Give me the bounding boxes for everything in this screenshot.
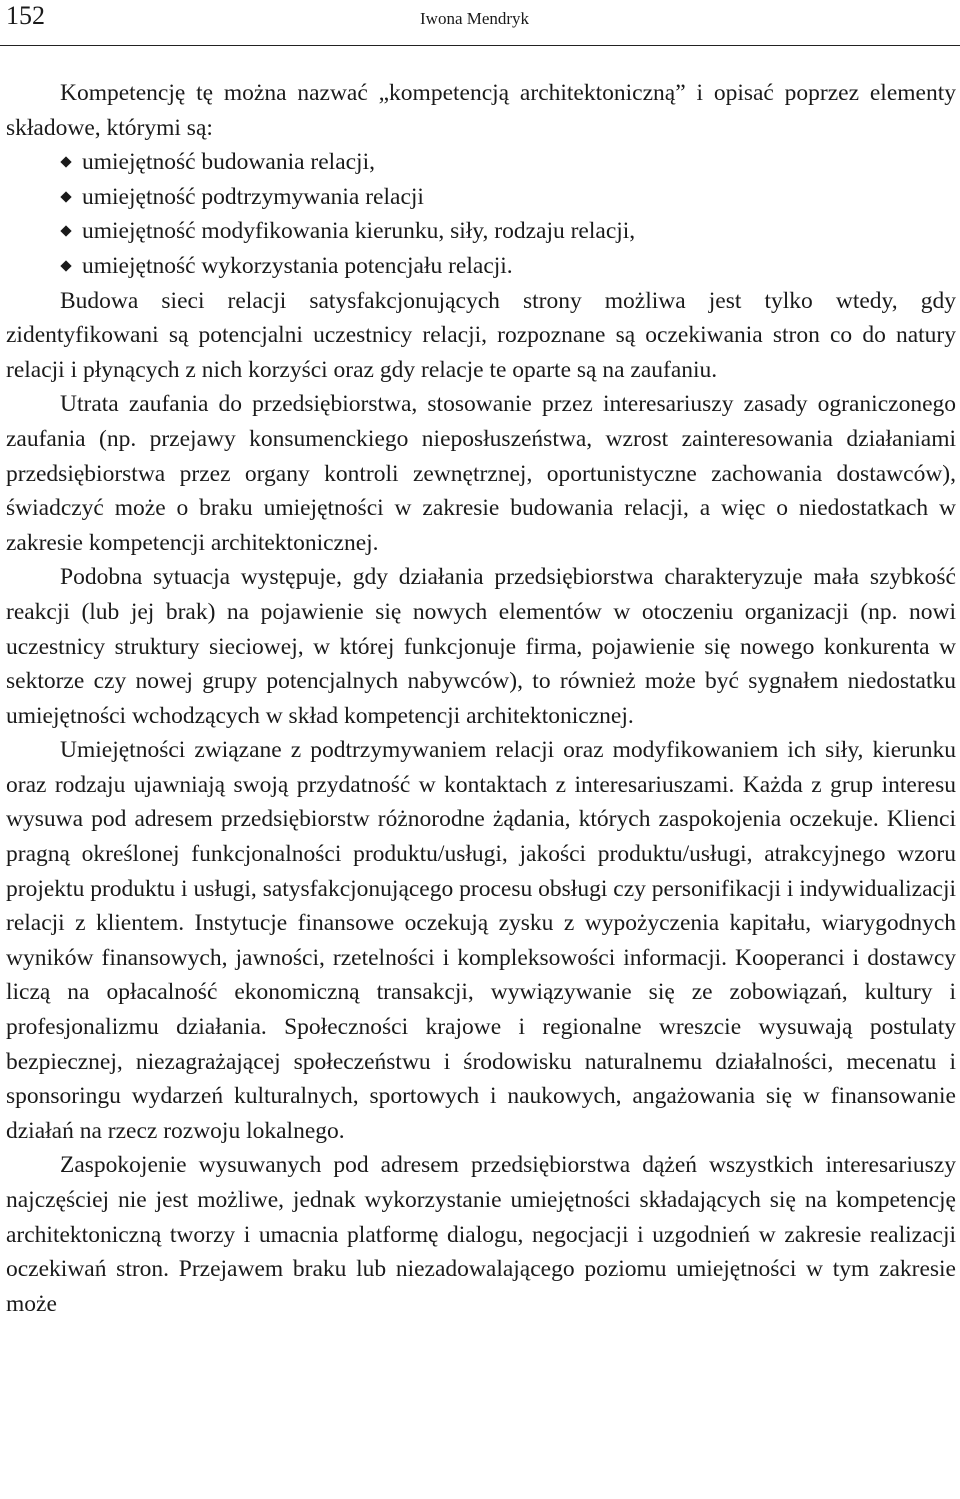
paragraph: Utrata zaufania do przedsiębiorstwa, stosowanie przez interesariuszy zasady ograniczonego zaufania (np. przejawy konsumenckiego nieposłuszeństwa, wzrost zainteresowania działaniami przedsiębiorstwa przez organy kontroli zewnętrznej, oportunistyczne zachowania dostawców), świadczyć może o braku umiejętności w zakresie budowania relacji, a więc o niedostatkach w zakresie kompetencji architektonicznej. bbox=[6, 391, 956, 556]
bullet-text: umiejętność wykorzystania potencjału relacji. bbox=[82, 252, 513, 279]
diamond-bullet-icon bbox=[60, 226, 71, 237]
paragraph: Podobna sytuacja występuje, gdy działania przedsiębiorstwa charakteryzuje mała szybkość reakcji (lub jej brak) na pojawienie się nowych elementów w otoczeniu organizacji (np. nowi uczestnicy struktury sieciowej, w której funkcjonuje firma, pojawienie się nowego konkurenta w sektorze czy nowej grupy potencjalnych nabywców), to również może być sygnałem niedostatku umiejętności wchodzących w skład kompetencji architektonicznej. bbox=[6, 564, 956, 729]
bullet-text: umiejętność budowania relacji, bbox=[82, 149, 375, 176]
body-text bbox=[6, 76, 956, 1321]
page-header bbox=[0, 0, 960, 46]
paragraph: Budowa sieci relacji satysfakcjonujących strony możliwa jest tylko wtedy, gdy zidentyfikowani są potencjalni uczestnicy relacji, rozpoznane są oczekiwania stron co do natury relacji i płynących z nich korzyści oraz gdy relacje te oparte są na zaufaniu. bbox=[6, 287, 956, 383]
bullet-text: umiejętność modyfikowania kierunku, siły, rodzaju relacji, bbox=[82, 218, 636, 245]
bullet-item bbox=[6, 180, 956, 215]
bullet-item bbox=[6, 249, 956, 284]
running-head-author: Iwona Mendryk bbox=[420, 9, 530, 28]
intro-paragraph: Kompetencję tę można nazwać „kompetencją architektoniczną” i opisać poprzez elementy składowe, którymi są: bbox=[6, 80, 956, 141]
diamond-bullet-icon bbox=[60, 191, 71, 202]
paragraph: Umiejętności związane z podtrzymywaniem relacji oraz modyfikowaniem ich siły, kierunku oraz rodzaju ujawniają swoją przydatność w kontaktach z interesariuszami. Każda z grup interesu wysuwa pod adresem przedsiębiorstw różnorodne żądania, których zaspokojenia oczekuje. Klienci pragną określonej funkcjonalności produktu/usługi, jakości produktu/usługi, atrakcyjnego wzoru projektu produktu i usługi, satysfakcjonującego procesu obsługi czy personifikacji i indywidualizacji relacji z klientem. Instytucje finansowe oczekują zysku z wypożyczenia kapitału, wiarygodnych wyników finansowych, jawności, rzetelności i kompleksowości informacji. Kooperanci i dostawcy liczą na opłacalność ekonomiczną transakcji, wywiązywanie się ze zobowiązań, kultury i profesjonalizmu działania. Społeczności krajowe i regionalne wreszcie wysuwają postulaty bezpiecznej, niezagrażającej społeczeństwu i środowisku naturalnemu działalności, mecenatu i sponsoringu wydarzeń kulturalnych, sportowych i naukowych, angażowania się w finansowanie działań na rzecz rozwoju lokalnego. bbox=[6, 737, 956, 1144]
bullet-item bbox=[6, 145, 956, 180]
bullet-list bbox=[6, 145, 956, 283]
paragraph: Zaspokojenie wysuwanych pod adresem przedsiębiorstwa dążeń wszystkich interesariuszy najczęściej nie jest możliwe, jednak wykorzystanie umiejętności składających się na kompetencję architektoniczną tworzy i umacnia platformę dialogu, negocjacji i uzgodnień w zakresie realizacji oczekiwań stron. Przejawem braku lub niezadowalającego poziomu umiejętności w tym zakresie może bbox=[6, 1152, 956, 1317]
bullet-text: umiejętność podtrzymywania relacji bbox=[82, 183, 424, 210]
bullet-item bbox=[6, 214, 956, 249]
diamond-bullet-icon bbox=[60, 157, 71, 168]
page-number: 152 bbox=[6, 1, 45, 30]
diamond-bullet-icon bbox=[60, 260, 71, 271]
